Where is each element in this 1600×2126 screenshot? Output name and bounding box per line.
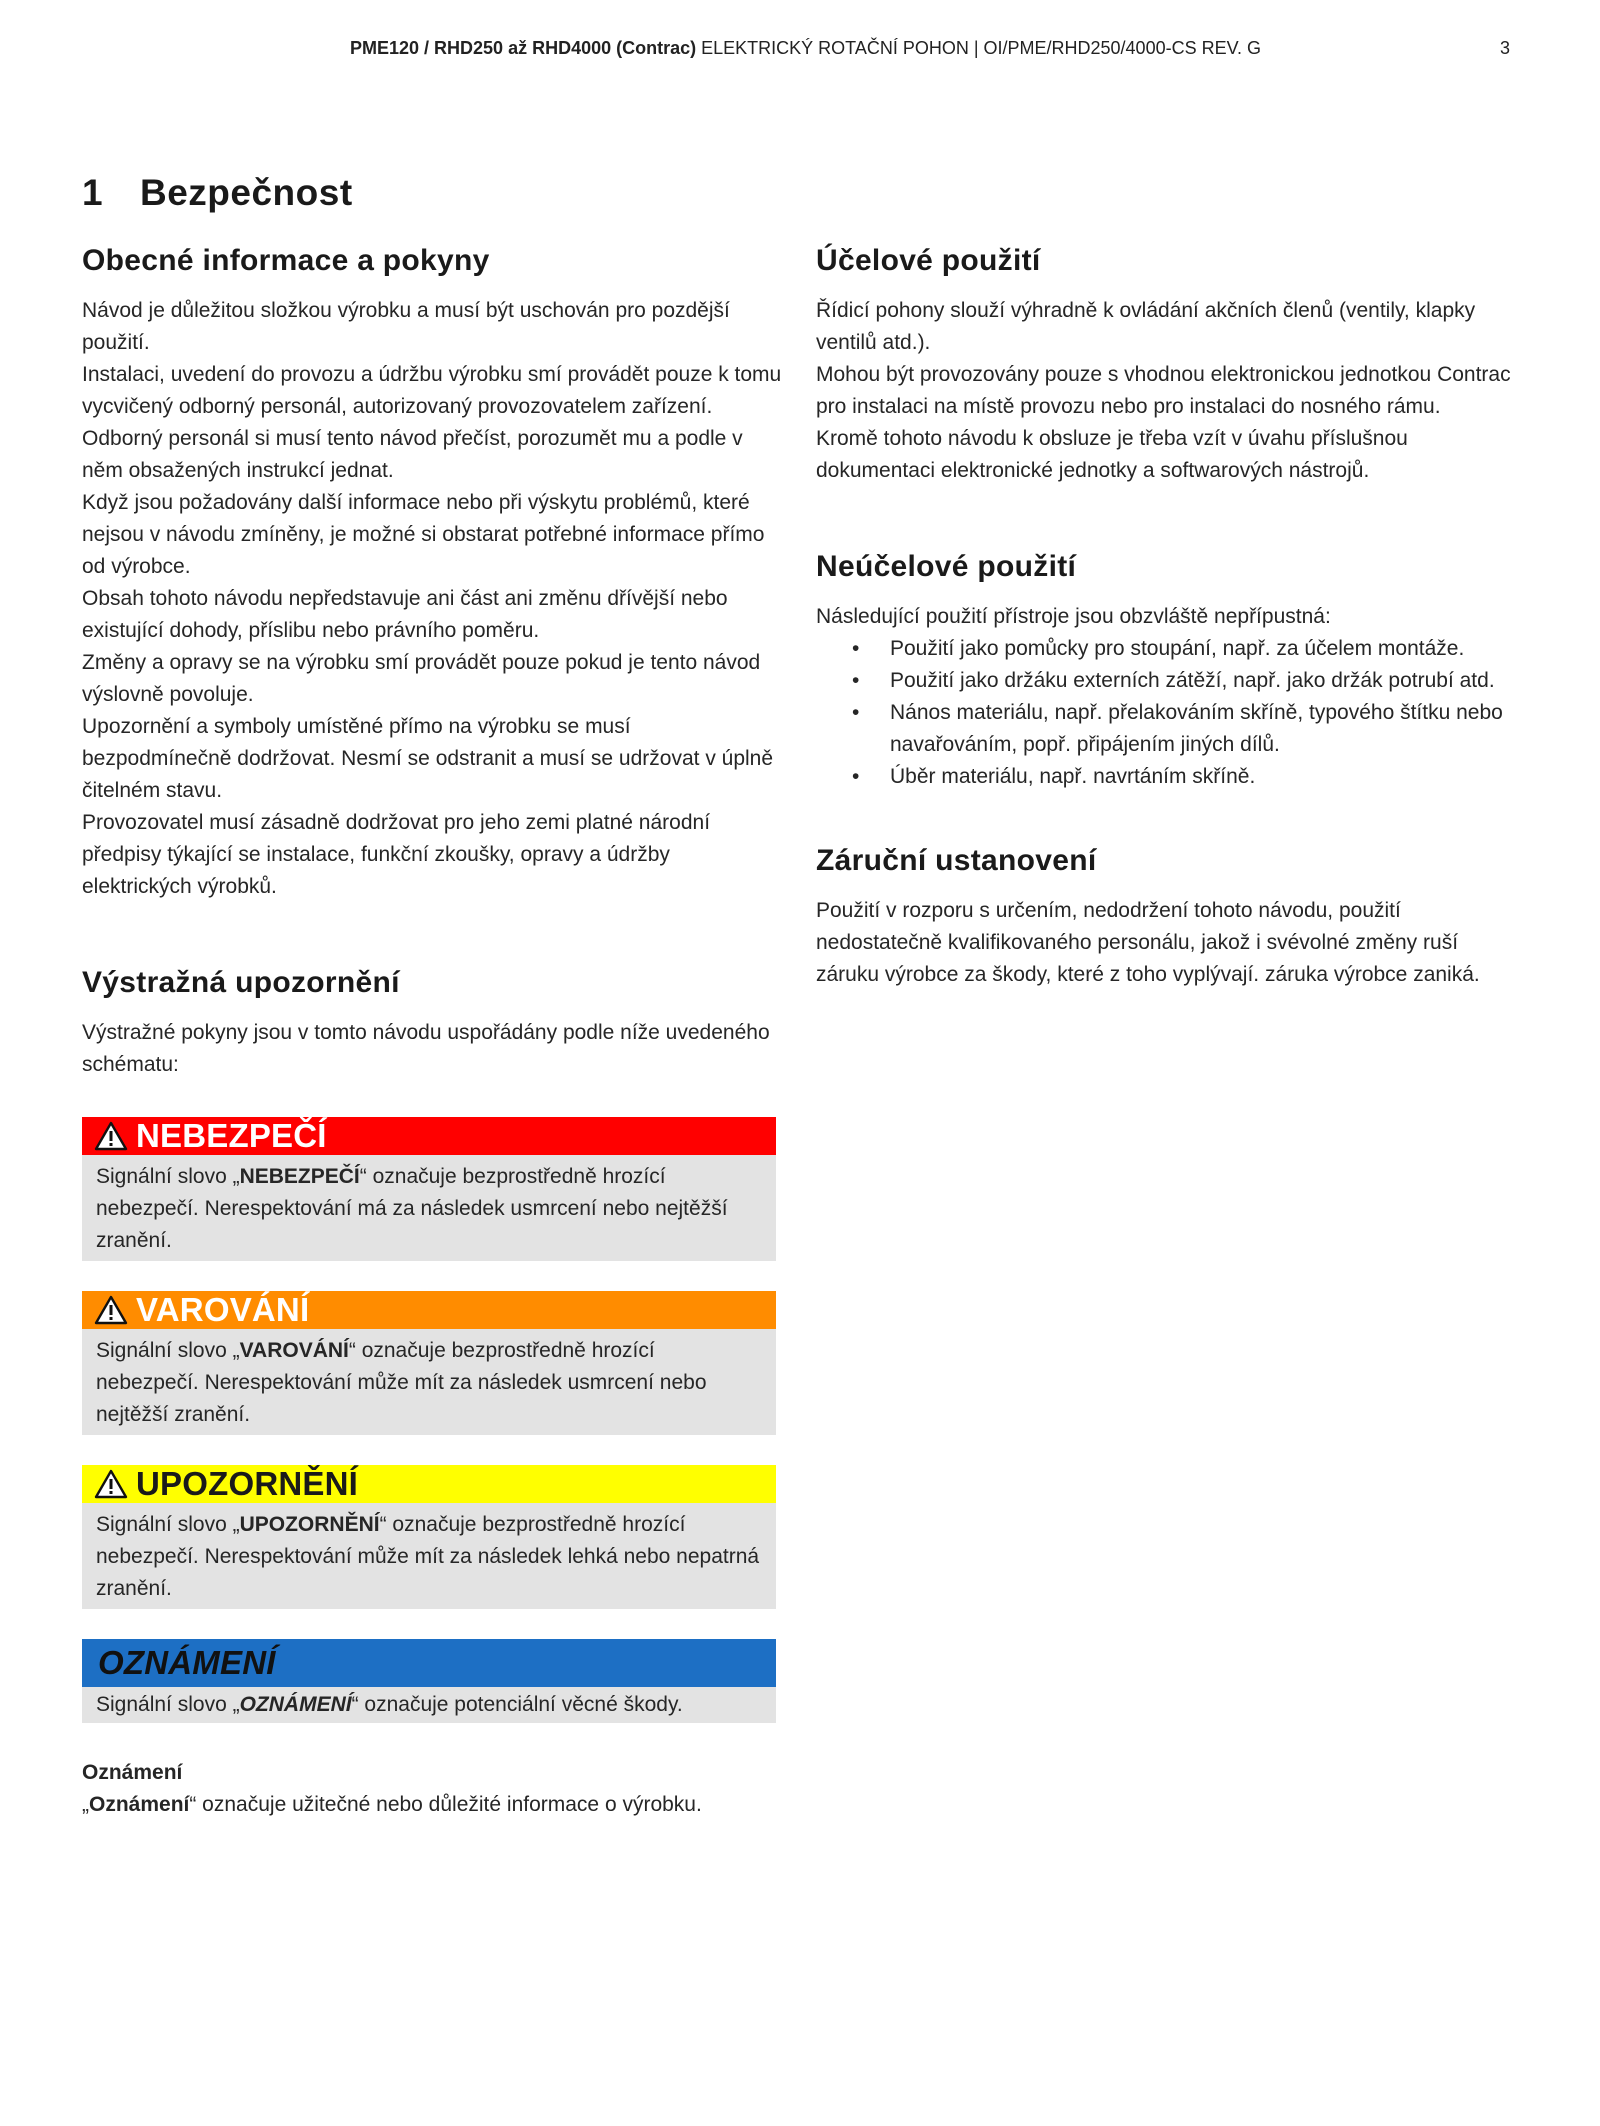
notice-box xyxy=(82,1639,776,1723)
paragraph: Řídicí pohony slouží výhradně k ovládání akčních členů (ventily, klapky ventilů atd.). xyxy=(816,299,1476,354)
note-block xyxy=(82,1757,782,1821)
right-column xyxy=(816,243,1516,991)
page-number: 3 xyxy=(1500,38,1511,58)
warning-bar xyxy=(82,1291,776,1329)
warnings-intro: Výstražné pokyny jsou v tomto návodu uspořádány podle níže uvedeného schématu: xyxy=(82,1021,770,1076)
signal-word: OZNÁMENÍ xyxy=(239,1693,352,1716)
text-fragment: “ označuje potenciální věcné škody. xyxy=(351,1693,683,1716)
improper-intro: Následující použití přístroje jsou obzvláště nepřípustná: xyxy=(816,605,1331,628)
paragraph: Změny a opravy se na výrobku smí provádět pouze pokud je tento návod výslovně povoluje. xyxy=(82,651,761,706)
section-improper-use xyxy=(816,549,1516,793)
text-fragment: Signální slovo „ xyxy=(96,1165,240,1188)
notice-label: OZNÁMENÍ xyxy=(98,1644,276,1681)
warning-label: VAROVÁNÍ xyxy=(136,1291,310,1328)
text-fragment: Signální slovo „ xyxy=(96,1693,240,1716)
text-fragment: “ označuje bezprostředně hrozící nebezpečí. Nerespektování může mít za následek lehká nebo nepatrná zranění. xyxy=(96,1513,760,1600)
danger-label: NEBEZPEČÍ xyxy=(136,1117,327,1154)
paragraph: Mohou být provozovány pouze s vhodnou elektronickou jednotkou Contrac pro instalaci na místě provozu nebo pro instalaci do nosného rámu. xyxy=(816,363,1511,418)
section-general xyxy=(82,243,782,903)
paragraph: Obsah tohoto návodu nepředstavuje ani část ani změnu dřívější nebo existující dohody, příslibu nebo právního poměru. xyxy=(82,587,728,642)
left-column xyxy=(82,243,782,1821)
text-fragment: „ xyxy=(82,1793,89,1816)
note-title: Oznámení xyxy=(82,1761,183,1784)
paragraph: Kromě tohoto návodu k obsluze je třeba vzít v úvahu příslušnou dokumentaci elektronické jednotky a softwarových nástrojů. xyxy=(816,427,1408,482)
paragraph: Instalaci, uvedení do provozu a údržbu výrobku smí provádět pouze k tomu vycvičený odborný personál, autorizovaný provozovatelem zařízení. Odborný personál si musí tento návod přečíst, porozumět mu a podle v něm obsažených instrukcí jednat. xyxy=(82,363,782,482)
caution-label: UPOZORNĚNÍ xyxy=(136,1465,359,1502)
paragraph: Upozornění a symboly umístěné přímo na výrobku se musí bezpodmínečně dodržovat. Nesmí se odstranit a musí se udržovat v úplně čitelném stavu. xyxy=(82,715,774,802)
chapter-title: Bezpečnost xyxy=(140,172,353,213)
warning-triangle-icon xyxy=(94,1469,128,1499)
text-fragment: “ označuje užitečné nebo důležité informace o výrobku. xyxy=(189,1793,702,1816)
list-item: • Nános materiálu, např. přelakováním skříně, typového štítku nebo navařováním, popř. připájením jiných dílů. xyxy=(816,697,1516,761)
section-intended-use xyxy=(816,243,1516,487)
text-fragment: Signální slovo „ xyxy=(96,1339,240,1362)
section-heading-improper-use: Neúčelové použití xyxy=(816,550,1077,583)
notice-text xyxy=(82,1687,776,1723)
paragraph: Provozovatel musí zásadně dodržovat pro jeho zemi platné národní předpisy týkající se instalace, funkční zkoušky, opravy a údržby elektrických výrobků. xyxy=(82,811,711,898)
warranty-text: Použití v rozporu s určením, nedodržení tohoto návodu, použití nedostatečně kvalifikovaného personálu, jakož i svévolné změny ruší záruku výrobce za škody, které z toho vyplývají. záruka výrobce zaniká. xyxy=(816,899,1480,986)
document-title xyxy=(350,38,1261,59)
list-item: • Použití jako držáku externích zátěží, např. jako držák potrubí atd. xyxy=(816,665,1516,697)
warning-triangle-icon xyxy=(94,1121,128,1151)
page-header xyxy=(0,38,1600,64)
note-word: Oznámení xyxy=(89,1793,190,1816)
improper-list xyxy=(816,633,1516,793)
chapter-number: 1 xyxy=(82,172,104,213)
list-item: • Použití jako pomůcky pro stoupání, např. za účelem montáže. xyxy=(816,633,1516,665)
note-text xyxy=(82,1789,782,1821)
section-heading-intended-use: Účelové použití xyxy=(816,244,1041,277)
paragraph: Když jsou požadovány další informace nebo při výskytu problémů, které nejsou v návodu zmíněny, je možné si obstarat potřebné informace přímo od výrobce. xyxy=(82,491,765,578)
caution-bar xyxy=(82,1465,776,1503)
document-title-rest: ELEKTRICKÝ ROTAČNÍ POHON | OI/PME/RHD250/4000-CS REV. G xyxy=(696,38,1261,58)
section-warnings xyxy=(82,965,782,1821)
danger-text xyxy=(82,1155,776,1261)
section-heading-warranty: Záruční ustanovení xyxy=(816,844,1097,877)
danger-box xyxy=(82,1117,776,1261)
chapter-heading xyxy=(82,172,353,214)
signal-word: UPOZORNĚNÍ xyxy=(239,1513,380,1536)
paragraph: Návod je důležitou složkou výrobku a musí být uschován pro pozdější použití. xyxy=(82,299,730,354)
text-fragment: Signální slovo „ xyxy=(96,1513,240,1536)
text-fragment: “ označuje bezprostředně hrozící nebezpečí. Nerespektování může mít za následek usmrcení nebo nejtěžší zranění. xyxy=(96,1339,707,1426)
notice-bar xyxy=(82,1639,776,1687)
warning-text xyxy=(82,1329,776,1435)
warning-box xyxy=(82,1291,776,1435)
caution-text xyxy=(82,1503,776,1609)
document-title-product: PME120 / RHD250 až RHD4000 (Contrac) xyxy=(350,38,697,58)
section-heading-general: Obecné informace a pokyny xyxy=(82,244,490,277)
caution-box xyxy=(82,1465,776,1609)
signal-word: NEBEZPEČÍ xyxy=(239,1165,360,1188)
section-heading-warnings: Výstražná upozornění xyxy=(82,966,400,999)
list-item: • Úběr materiálu, např. navrtáním skříně. xyxy=(816,761,1516,793)
text-fragment: “ označuje bezprostředně hrozící nebezpečí. Nerespektování má za následek usmrcení nebo nejtěžší zranění. xyxy=(96,1165,728,1252)
warning-triangle-icon xyxy=(94,1295,128,1325)
signal-word: VAROVÁNÍ xyxy=(239,1339,349,1362)
danger-bar xyxy=(82,1117,776,1155)
section-warranty xyxy=(816,843,1516,991)
